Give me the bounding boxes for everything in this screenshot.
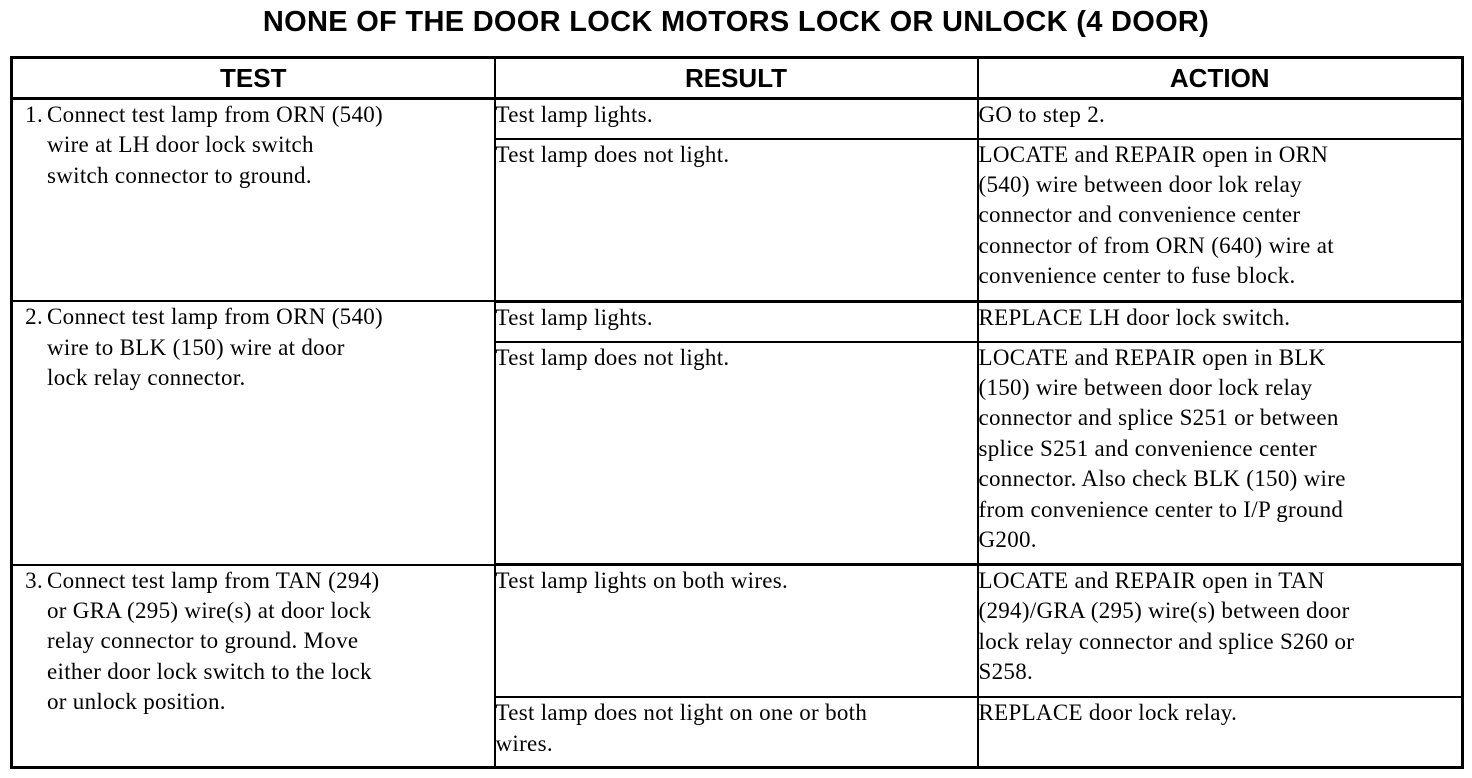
action-line: S258. [978,659,1034,685]
action-cell [978,342,1463,565]
test-line: Connect test lamp from TAN (294) [47,567,380,593]
action-line: LOCATE and REPAIR open in TAN [978,568,1325,594]
action-cell [978,565,1463,698]
action-line: LOCATE and REPAIR open in BLK [978,344,1326,370]
action-cell [978,697,1463,767]
table-row [12,565,1463,698]
result-line: Test lamp lights on both wires. [495,568,789,594]
result-line: wires. [495,730,553,756]
result-cell [495,565,978,698]
test-line: lock relay connector. [47,365,246,391]
action-cell [978,139,1463,302]
action-line: connector. Also check BLK (150) wire [978,466,1346,492]
result-cell [495,697,978,767]
header-row [12,58,1463,99]
result-line: Test lamp does not light on one or both [495,700,868,726]
action-cell [978,99,1463,139]
column-header-result: RESULT [495,58,978,99]
column-header-action: ACTION [978,58,1463,99]
result-cell [495,301,978,341]
result-line: Test lamp lights. [495,102,653,127]
action-line: REPLACE LH door lock switch. [978,304,1291,330]
page-title: NONE OF THE DOOR LOCK MOTORS LOCK OR UNLOCK (4 DOOR) [262,6,1210,38]
step-number: 2. [25,304,43,330]
result-line: Test lamp lights. [495,304,653,330]
action-line: connector of from ORN (640) wire at [978,232,1334,258]
action-line: G200. [978,527,1037,552]
action-line: splice S251 and convenience center [978,435,1317,461]
action-line: (540) wire between door lok relay [978,172,1302,198]
result-line: Test lamp does not light. [495,344,730,370]
action-line: lock relay connector and splice S260 or [978,628,1355,654]
test-cell-step-2 [12,301,495,564]
test-line: wire at LH door lock switch [47,132,314,158]
table-row [12,99,1463,139]
test-line: either door lock switch to the lock [47,658,372,684]
action-line: GO to step 2. [978,102,1106,127]
action-line: connector and splice S251 or between [978,405,1339,431]
action-line: convenience center to fuse block. [978,263,1296,289]
test-cell-step-3 [12,565,495,768]
action-line: REPLACE door lock relay. [978,700,1238,726]
test-line: or GRA (295) wire(s) at door lock [47,597,372,623]
result-cell [495,99,978,139]
result-cell [495,342,978,565]
action-cell [978,301,1463,341]
result-cell [495,139,978,302]
test-line: Connect test lamp from ORN (540) [47,102,384,127]
action-line: connector and convenience center [978,202,1301,228]
action-line: LOCATE and REPAIR open in ORN [978,141,1329,167]
test-line: switch connector to ground. [47,162,312,188]
action-line: from convenience center to I/P ground [978,496,1344,522]
action-line: (150) wire between door lock relay [978,374,1313,400]
test-cell-step-1 [12,99,495,302]
result-line: Test lamp does not light. [495,141,730,167]
step-number: 3. [25,567,43,593]
column-header-test: TEST [12,58,495,99]
action-line: (294)/GRA (295) wire(s) between door [978,598,1350,624]
diagnostic-table [10,56,1464,769]
test-line: wire to BLK (150) wire at door [47,334,345,360]
step-number: 1. [25,102,43,127]
table-row [12,301,1463,341]
test-line: Connect test lamp from ORN (540) [47,304,384,330]
test-line: or unlock position. [47,689,226,715]
test-line: relay connector to ground. Move [47,628,359,654]
